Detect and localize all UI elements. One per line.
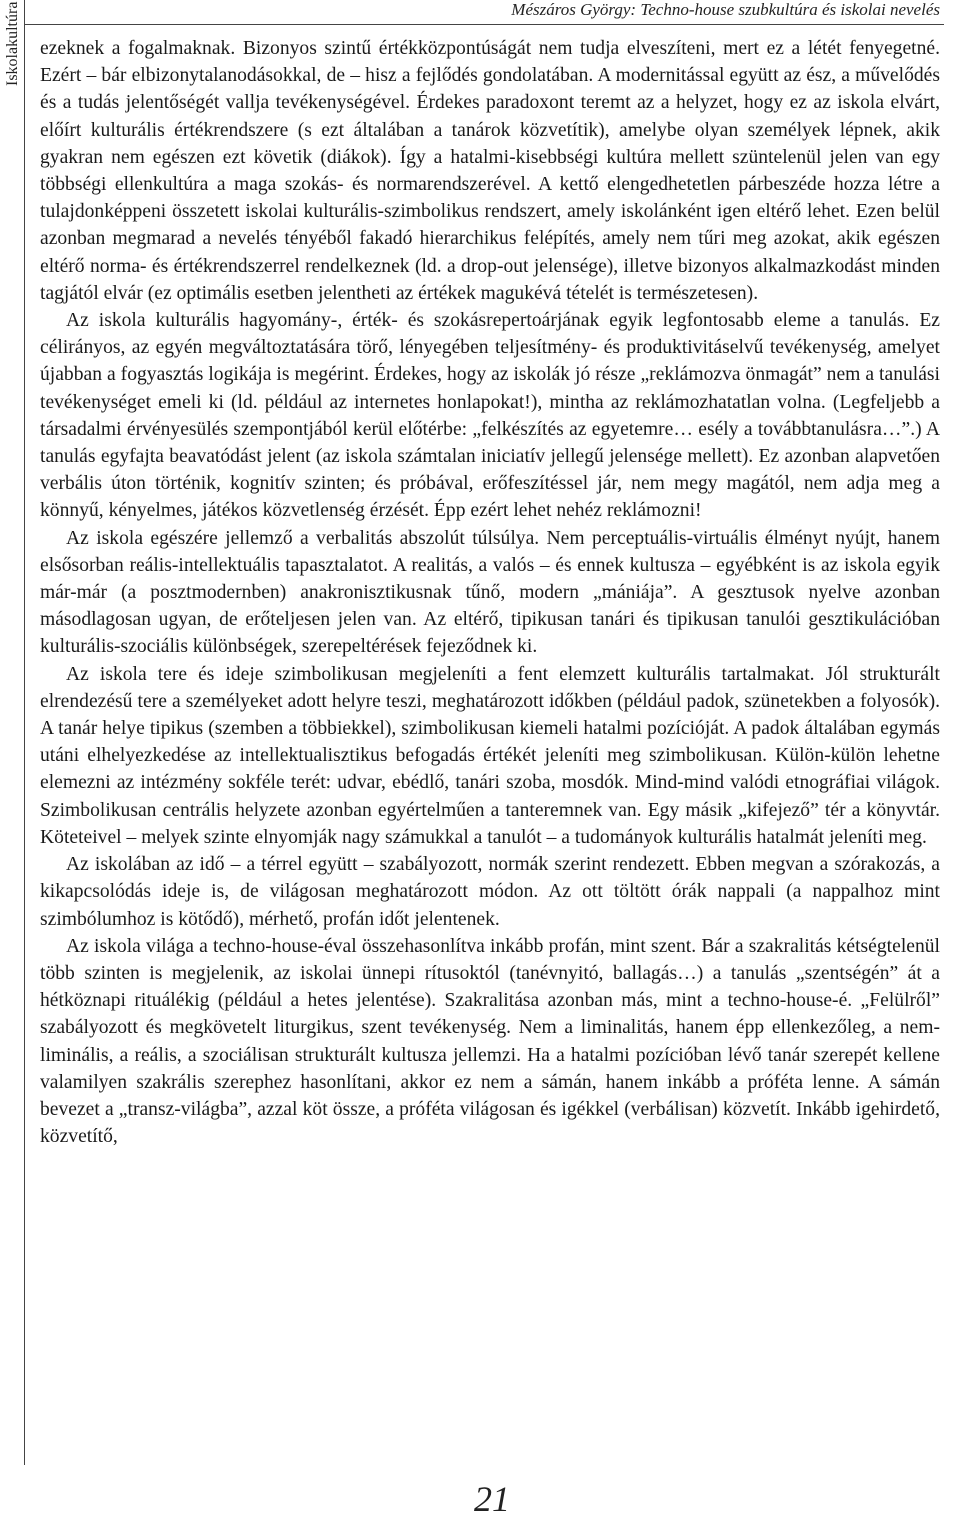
paragraph-4: Az iskola tere és ideje szimbolikusan megjeleníti a fent elemzett kulturális tartalmakat. Jól strukturált elrendezésű tere a személyeket adott helyre teszi, meghatározott időkben (például padok, szünetekben a folyosók). A tanár helye tipikus (szemben a többiekkel), szimbolikusan kiemeli hatalmi pozícióját. A padok általában egymás utáni elhelyezkedése az intellektualisztikus befogadás értékét jeleníti meg szimbolikusan. Külön-külön lehetne elemezni az intézmény sokféle terét: udvar, ebédlő, tanári szoba, mosdók. Mind-mind valódi etnográfiai világok. Szimbolikusan centrális helyzete azonban egyértelműen a tanteremnek van. Egy másik „kifejező” tér a könyvtár. Köteteivel – melyek szinte elnyomják nagy számukkal a tanulót – a tudományok kulturális hatalmát jeleníti meg. xyxy=(40,663,940,848)
article-body xyxy=(40,35,940,1150)
paragraph-6: Az iskola világa a techno-house-éval összehasonlítva inkább profán, mint szent. Bár a szakralitás kétségtelenül több szinten is megjelenik, az iskolai ünnepi rítusoktól (tanévnyitó, ballagás…) a tanulás „szentségén” át a hétköznapi rituálékig (például a hetes jelentése). Szakralitása azonban más, mint a techno-house-é. „Felülről” szabályozott és megkövetelt liturgikus, szent tevékenység. Nem a liminalitás, hanem épp ellenkezőleg, a nem-liminális, a reális, a szociálisan strukturált kultusza jellemzi. Ha a hatalmi pozícióban lévő tanár szerepét kellene valamilyen szakrális szerephez hasonlítani, akkor ez nem a sámán, hanem inkább a próféta lenne. A sámán bevezet a „transz-világba”, azzal köt össze, a próféta világosan és igékkel (verbálisan) közvetít. Inkább igehirdető, közvetítő, xyxy=(40,935,940,1148)
journal-name: Iskolakultúra xyxy=(4,1,21,86)
paragraph-5: Az iskolában az idő – a térrel együtt – szabályozott, normák szerint rendezett. Ebben megvan a szórakozás, a kikapcsolódás ideje is, de világosan meghatározott módon. Az ott töltött órák nappali (a nappalhoz mint szimbólumhoz is kötődő), mérhető, profán időt jelentenek. xyxy=(40,854,940,930)
paragraph-1: ezeknek a fogalmaknak. Bizonyos szintű értékközpontúságát nem tudja elveszíteni, mert ez a létét fenyegetné. Ezért – bár elbizonytalanodásokkal, de – hisz a fejlődés gondolatában. A modernitással együtt az ész, a művelődés és a tudás jelentőségét vallja tevékenységével. Érdekes paradoxont teremt az a helyzet, hogy ez az iskola elvárt, előírt kulturális értékrendszere (s ezt általában a tanárok közvetítik), amelybe olyan személyek lépnek, akik gyakran nem egészen ezt követik (diákok). Így a hatalmi-kisebbségi kultúra mellett szüntelenül jelen van egy többségi ellenkultúra a maga szokás- és normarendszerével. A kettő elengedhetetlen párbeszéde hozza létre a tulajdonképpeni összetett iskolai kulturális-szimbolikus rendszert, amely iskolánként igen eltérő lehet. Ezen belül azonban megmarad a nevelés tényéből fakadó hierarchikus felépítés, amely nem tűri meg azokat, akik egészen eltérő norma- és értékrendszerrel rendelkeznek (ld. a drop-out jelensége), illetve bizonyos alkalmazkodást minden tagjától elvár (ez optimális esetben jelentheti az értékek magukévá tételét is természetesen). xyxy=(40,38,940,304)
sidebar-journal-label xyxy=(4,0,22,86)
paragraph-2: Az iskola kulturális hagyomány-, érték- és szokásrepertoárjának egyik legfontosabb eleme a tanulás. Ez célirányos, az egyén megváltoztatására törő, lényegében teljesítmény- és produktivitáselvű tevékenység, amelyet újabban a fogyasztás logikája is megérint. Érdekes, hogy az iskolák jó része „reklámozva önmagát” nem a tanulási tevékenységet emeli ki (ld. például az internetes honlapokat!), mintha az reklámozhatatlan volna. (Legfeljebb a társadalmi érvényesülés szempontjából kerül előtérbe: „felkészítés az egyetemre… esély a továbbtanulásra…”.) A tanulás egyfajta beavatódást jelent (az iskola számtalan iniciatív jellegű jelensége mellett). Ez azonban alapvetően verbális úton történik, kognitív szinten; és próbával, erőfeszítéssel jár, nem megy magától, nem adja meg a könnyű, kényelmes, játékos közvetlenség érzését. Épp ezért lehet nehéz reklámozni! xyxy=(40,310,940,522)
running-head: Mészáros György: Techno-house szubkultúra és iskolai nevelés xyxy=(511,0,940,19)
sidebar-rule xyxy=(0,0,25,1465)
header-rule xyxy=(24,24,944,25)
paragraph-3: Az iskola egészére jellemző a verbalitás abszolút túlsúlya. Nem perceptuális-virtuális élményt nyújt, hanem elsősorban reális-intellektuális tapasztalatot. A realitás, a valós – és ennek kultusza – egyébként is az iskola egyik már-már (a posztmodernben) anakronisztikusnak tűnő, modern „mániája”. A gesztusok nyelve azonban másodlagosan ugyan, de erőteljesen jelen van. Az eltérő, tipikusan tanári és tipikusan tanulói gesztikulációban kulturális-szociális különbségek, szerepeltérések fejeződnek ki. xyxy=(40,527,940,658)
page-number: 21 xyxy=(474,1479,510,1519)
